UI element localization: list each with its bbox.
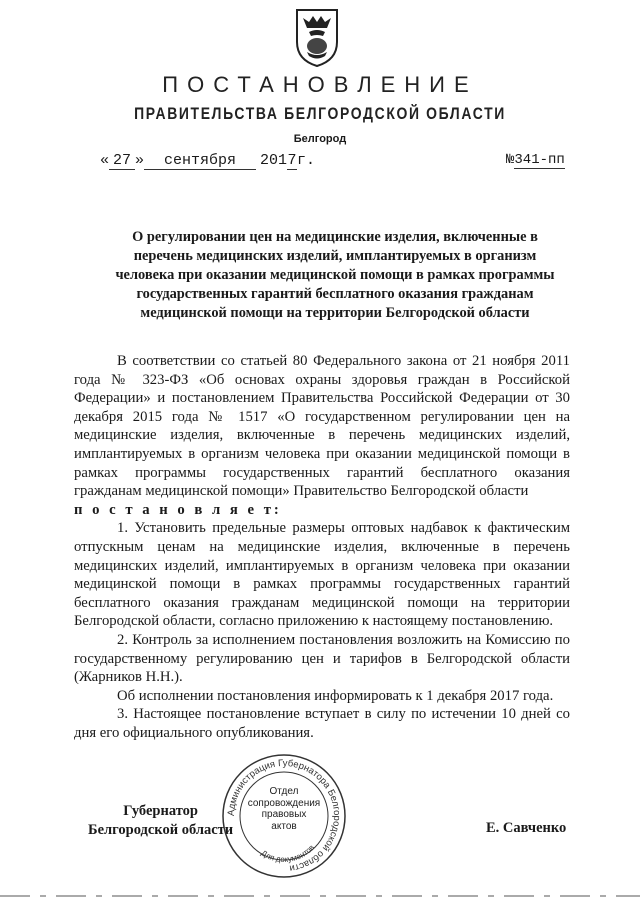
heading-line: медицинской помощи на территории Белгородской области xyxy=(140,305,530,321)
date-day: 27 xyxy=(109,152,135,170)
signatory-name: Е. Савченко xyxy=(486,820,567,836)
date-year-prefix: 201 xyxy=(260,152,288,169)
date-year-suffix: 7 xyxy=(287,152,297,169)
document-date xyxy=(100,152,315,170)
date-close-quote: » xyxy=(135,152,145,169)
heading-line: О регулировании цен на медицинские изделия, включенные в xyxy=(132,229,538,245)
document-issuer: ПРАВИТЕЛЬСТВА БЕЛГОРОДСКОЙ ОБЛАСТИ xyxy=(134,104,506,123)
position-line: Губернатор xyxy=(123,803,198,819)
stamp-center-line: актов xyxy=(271,820,297,832)
number-value: 341-пп xyxy=(514,152,565,168)
document-title: ПОСТАНОВЛЕНИЕ xyxy=(162,72,478,97)
stamp-center xyxy=(244,786,324,832)
position-line: Белгородской области xyxy=(88,822,234,838)
stamp-bottom-text: Для документов xyxy=(259,842,317,865)
preamble-paragraph: В соответствии со статьей 80 Федерального закона от 21 ноября 2011 года № 323-ФЗ «Об основах охраны здоровья граждан в Российской Федерации» и постановлением Правительства Российской Федерации от 30 декабря 2015 года № 1517 «О государственном регулировании цен на медицинские изделия, включенные в перечень медицинских изделий, имплантируемых в организм человека при оказании медицинской помощи в рамках программы государственных гарантий бесплатного оказания гражданам медицинской помощи» Правительство Белгородской области xyxy=(74,353,570,500)
item-paragraph: Об исполнении постановления информировать к 1 декабря 2017 года. xyxy=(117,687,554,704)
document-body xyxy=(74,352,570,742)
document-heading xyxy=(100,228,570,323)
signatory-position xyxy=(88,802,233,840)
date-open-quote: « xyxy=(100,152,110,169)
heading-line: государственных гарантий бесплатного оказания гражданам xyxy=(136,286,534,302)
stamp-center-line: Отдел xyxy=(269,786,299,797)
stamp-center-line: правовых xyxy=(261,809,307,820)
footer-dashed-line xyxy=(0,895,640,897)
heading-line: перечень медицинских изделий, имплантируемых в организм xyxy=(133,248,537,264)
date-year-end: г. xyxy=(297,152,316,169)
number-label: № xyxy=(506,152,515,168)
stamp-ring-text: Администрация Губернатора Белгородской области xyxy=(225,757,343,874)
coat-of-arms-icon xyxy=(295,8,339,68)
resolves-line: п о с т а н о в л я е т: xyxy=(74,501,282,518)
item-paragraph: 3. Настоящее постановление вступает в силу по истечении 10 дней со дня его официального опубликования. xyxy=(74,706,570,741)
stamp-center-line: сопровождения xyxy=(247,797,321,809)
document-city: Белгород xyxy=(293,133,347,145)
document-number xyxy=(506,152,565,168)
heading-line: человека при оказании медицинской помощи в рамках программы xyxy=(115,267,555,283)
date-month: сентября xyxy=(144,152,256,170)
item-paragraph: 2. Контроль за исполнением постановления возложить на Комиссию по государственному регулированию цен и тарифов в Белгородской области (Жарников Н.Н.). xyxy=(74,631,570,686)
item-paragraph: 1. Установить предельные размеры оптовых надбавок к фактическим отпускным ценам на медицинские изделия, включенные в перечень медицинских изделий, имплантируемых в организм человека при оказании медицинской помощи в рамках программы государственных гарантий бесплатного оказания гражданам медицинской помощи на территории Белгородской области, согласно приложению к настоящему постановлению. xyxy=(74,520,570,630)
